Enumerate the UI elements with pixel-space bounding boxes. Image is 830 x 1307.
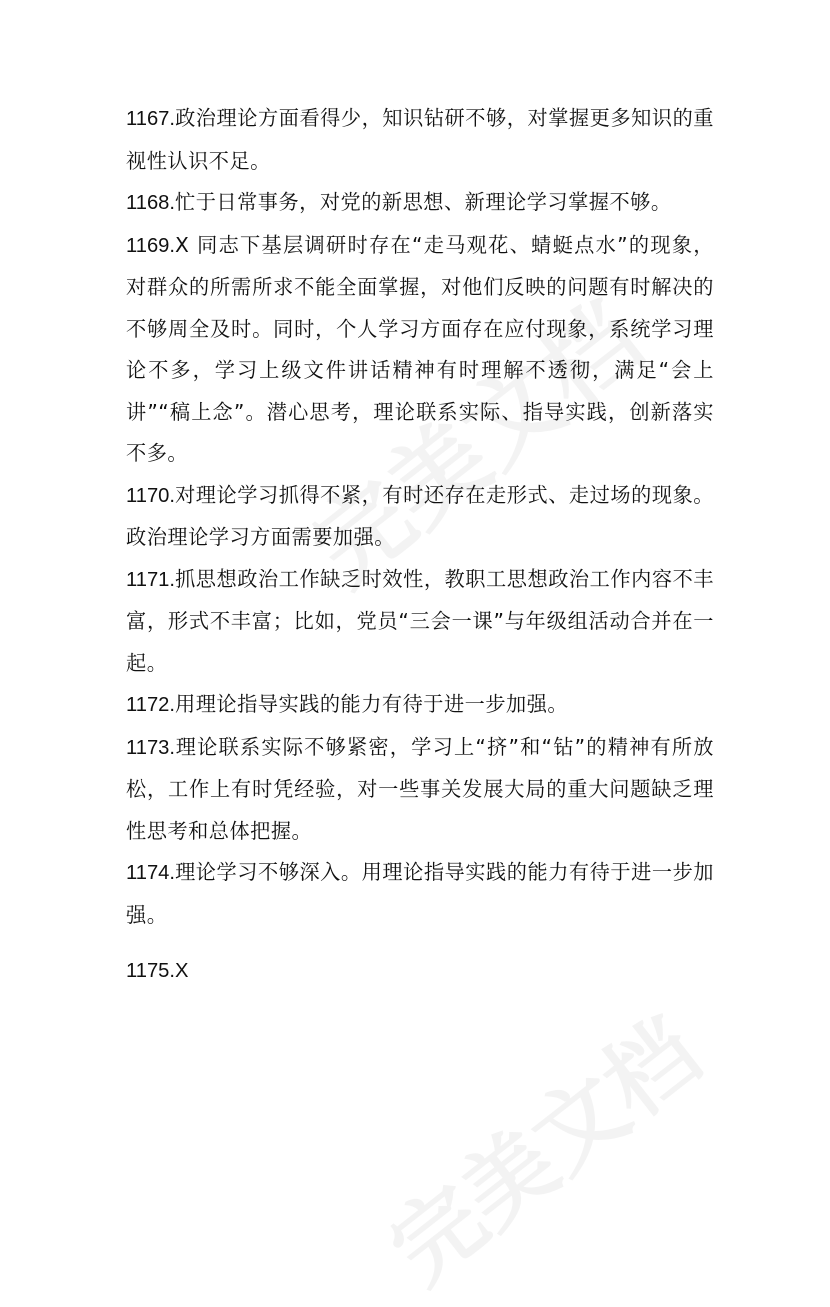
- item-text: 政治理论方面看得少，知识钻研不够，对掌握更多知识的重视性认识不足。: [126, 106, 714, 173]
- item-text: X: [175, 960, 189, 982]
- list-item: [126, 950, 714, 993]
- item-text: 对理论学习抓得不紧，有时还存在走形式、走过场的现象。政治理论学习方面需要加强。: [126, 482, 714, 549]
- item-text: X 同志下基层调研时存在“走马观花、蜻蜓点水”的现象，对群众的所需所求不能全面掌握，对他们反映的问题有时解决的不够周全及时。同时，个人学习方面存在应付现象，系统学习理论不多，学习上级文件讲话精神有时理解不透彻，满足“会上讲”“稿上念”。潜心思考，理论联系实际、指导实践，创新落实不多。: [126, 232, 714, 465]
- item-number: 1173.: [126, 736, 176, 759]
- list-item: [126, 225, 714, 475]
- list-item: [126, 559, 714, 685]
- item-number: 1174.: [126, 862, 176, 884]
- watermark: [358, 983, 722, 1307]
- item-text: 忙于日常事务，对党的新思想、新理论学习掌握不够。: [175, 190, 672, 214]
- list-item: [126, 98, 714, 182]
- item-number: 1169.: [126, 234, 176, 257]
- item-number: 1172.: [126, 694, 176, 716]
- item-text: 理论联系实际不够紧密，学习上“挤”和“钻”的精神有所放松，工作上有时凭经验，对一些事关发展大局的重大问题缺乏理性思考和总体把握。: [126, 734, 714, 843]
- item-number: 1170.: [126, 484, 176, 507]
- list-item: [126, 727, 714, 853]
- list-item: [126, 475, 714, 559]
- list-item: [126, 684, 714, 727]
- item-number: 1171.: [126, 568, 176, 591]
- item-number: 1175.: [126, 960, 176, 982]
- item-text: 用理论指导实践的能力有待于进一步加强。: [175, 692, 569, 716]
- item-text: 理论学习不够深入。用理论指导实践的能力有待于进一步加强。: [126, 860, 714, 927]
- list-item: [126, 182, 714, 225]
- item-text: 抓思想政治工作缺乏时效性，教职工思想政治工作内容不丰富，形式不丰富；比如，党员“三会一课”与年级组活动合并在一起。: [126, 566, 714, 675]
- list-item: [126, 852, 714, 936]
- document-body: [126, 98, 714, 993]
- item-number: 1168.: [126, 192, 176, 214]
- item-number: 1167.: [126, 108, 176, 130]
